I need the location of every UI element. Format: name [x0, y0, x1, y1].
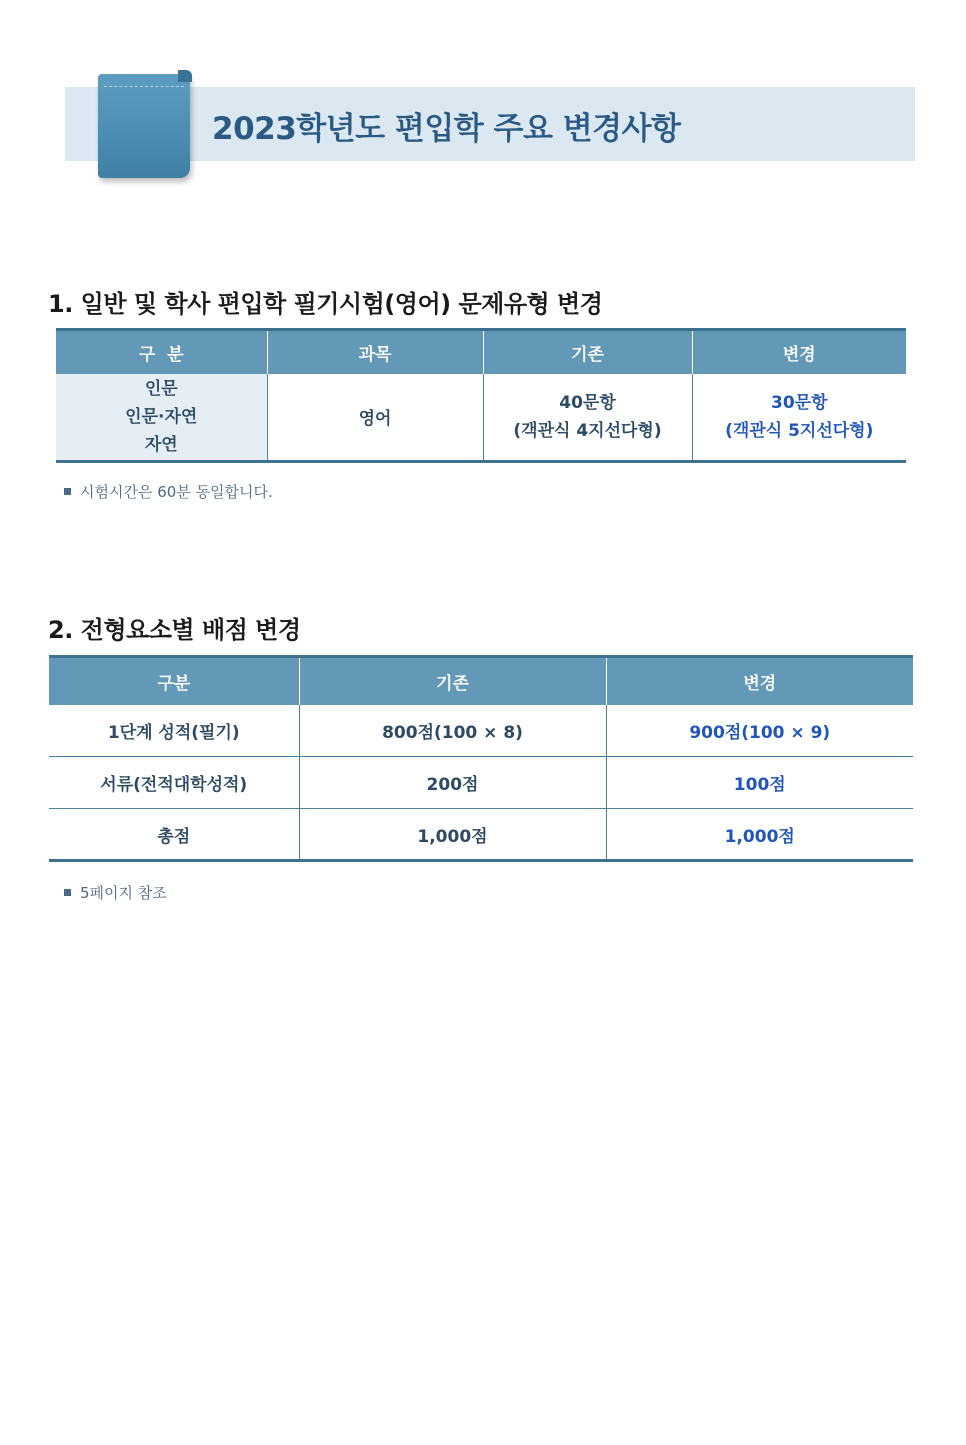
- category-cell: 서류(전적대학성적): [49, 757, 299, 809]
- category-line: 인문: [144, 378, 178, 399]
- new-score-cell: 900점(100 × 9): [606, 705, 913, 757]
- header-old: 기존: [483, 330, 692, 374]
- new-score-cell: 100점: [606, 757, 913, 809]
- header-category: 구분: [49, 657, 299, 705]
- note-text: 시험시간은 60분 동일합니다.: [80, 483, 273, 501]
- section1-heading: 1. 일반 및 학사 편입학 필기시험(영어) 문제유형 변경: [48, 290, 603, 318]
- old-score-cell: 1,000점: [299, 809, 606, 861]
- header-old: 기존: [299, 657, 606, 705]
- new-type: (객관식 5지선다형): [725, 420, 874, 441]
- header-new: 변경: [692, 330, 906, 374]
- header-subject: 과목: [267, 330, 483, 374]
- square-bullet-icon: [64, 488, 71, 495]
- subject-cell: 영어: [267, 374, 483, 462]
- table-row: [56, 374, 906, 462]
- table-row: [49, 809, 913, 861]
- table-row: [49, 705, 913, 757]
- category-cell: 1단계 성적(필기): [107, 722, 240, 743]
- exam-type-table: [56, 328, 906, 463]
- old-type: (객관식 4지선다형): [513, 420, 662, 441]
- category-line: 자연: [144, 434, 178, 455]
- page-title: 2023학년도 편입학 주요 변경사항: [212, 111, 681, 147]
- table-header-row: [56, 330, 906, 374]
- header-category: 구 분: [56, 330, 267, 374]
- old-score-cell: 200점: [299, 757, 606, 809]
- note-text: 5페이지 참조: [80, 884, 167, 902]
- category-cell: [56, 374, 267, 462]
- header-new: 변경: [606, 657, 913, 705]
- category-line: 인문·자연: [125, 406, 198, 427]
- section2-heading: 2. 전형요소별 배점 변경: [48, 616, 301, 644]
- new-format-cell: [692, 374, 906, 462]
- old-format-cell: [483, 374, 692, 462]
- old-score-cell: 800점(100 × 8): [299, 705, 606, 757]
- section2-note: [64, 882, 167, 903]
- section1-note: [64, 481, 273, 502]
- category-cell: 총점: [49, 809, 299, 861]
- old-count: 40문항: [559, 392, 616, 413]
- square-bullet-icon: [64, 889, 71, 896]
- bookmark-tab-decoration: [98, 74, 190, 178]
- table-header-row: [49, 657, 913, 705]
- new-score-cell: 1,000점: [606, 809, 913, 861]
- table-row: [49, 757, 913, 809]
- score-allocation-table: [49, 655, 913, 862]
- new-count: 30문항: [770, 392, 828, 413]
